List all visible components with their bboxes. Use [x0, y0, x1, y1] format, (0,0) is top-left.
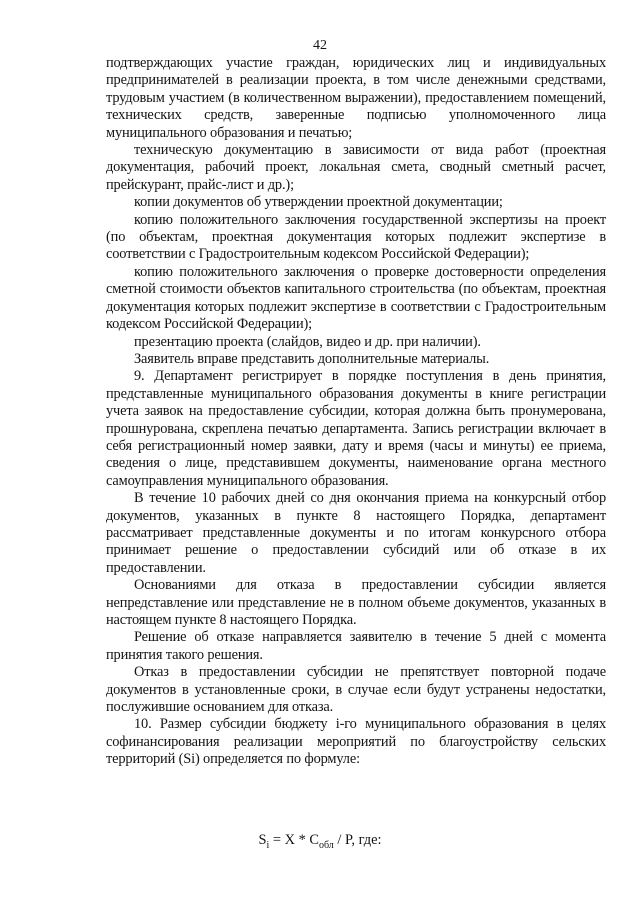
paragraph: 9. Департамент регистрирует в порядке поступления в день принятия, представленные муниципального образования документы в книге регистрации учета заявок на предоставление субсидии, которая должна быть пронумерована, прошнурована, скреплена печатью департамента. Запись регистрации включает в себя регистрационный номер заявки, дату и время (часы и минуты) ее приема, сведения о лице, представившем документы, наименование органа местного самоуправления муниципального образования.: [106, 368, 606, 489]
paragraph: 10. Размер субсидии бюджету i-го муниципального образования в целях софинансирования реализации мероприятий по благоустройству сельских территорий (Si) определяется по формуле:: [106, 716, 606, 768]
paragraph: презентацию проекта (слайдов, видео и др. при наличии).: [134, 333, 481, 350]
paragraph: копию положительного заключения государственной экспертизы на проект (по объектам, проектная документация которых подлежит экспертизе в соответствии с Градостроительным кодексом Российской Федерации);: [106, 211, 606, 263]
formula-end: / P, где:: [333, 832, 382, 848]
body-text: [106, 55, 606, 769]
paragraph: Заявитель вправе представить дополнительные материалы.: [134, 350, 490, 367]
paragraph: копии документов об утверждении проектной документации;: [134, 194, 503, 211]
paragraph: копию положительного заключения о проверке достоверности определения сметной стоимости объектов капитального строительства (по объектам, проектная документация которых подлежит экспертизе в соответствии с Градостроительным кодексом Российской Федерации);: [106, 263, 606, 333]
formula-s: S: [258, 832, 267, 848]
paragraph: Отказ в предоставлении субсидии не препятствует повторной подаче документов в установленные сроки, в случае если будут устранены недостатки, послужившие основанием для отказа.: [106, 664, 606, 716]
formula-middle: = X * C: [269, 832, 319, 848]
paragraph: В течение 10 рабочих дней со дня окончания приема на конкурсный отбор документов, указанных в пункте 8 настоящего Порядка, департамент рассматривает представленные документы и по итогам конкурсного отбора принимает решение о предоставлении субсидий или об отказе в их предоставлении.: [106, 490, 606, 576]
paragraph: Решение об отказе направляется заявителю в течение 5 дней с момента принятия такого решения.: [106, 629, 606, 663]
paragraph: техническую документацию в зависимости от вида работ (проектная документация, рабочий проект, локальная смета, сводный сметный расчет, прейскурант, прайс-лист и др.);: [106, 142, 606, 193]
paragraph: подтверждающих участие граждан, юридических лиц и индивидуальных предпринимателей в реализации проекта, в том числе денежными средствами, трудовым участием (в количественном выражении), предоставлением помещений, технических средств, заверенные подписью уполномоченного лица муниципального образования и печатью;: [106, 55, 606, 141]
paragraph: Основаниями для отказа в предоставлении субсидии является непредставление или представление не в полном объеме документов, указанных в настоящем пункте 8 настоящего Порядка.: [106, 577, 606, 628]
subsidy-formula: [0, 832, 640, 854]
formula-s-subscript: i: [266, 839, 270, 851]
formula-c-subscript: обл: [318, 839, 334, 851]
page-number: 42: [313, 38, 327, 53]
